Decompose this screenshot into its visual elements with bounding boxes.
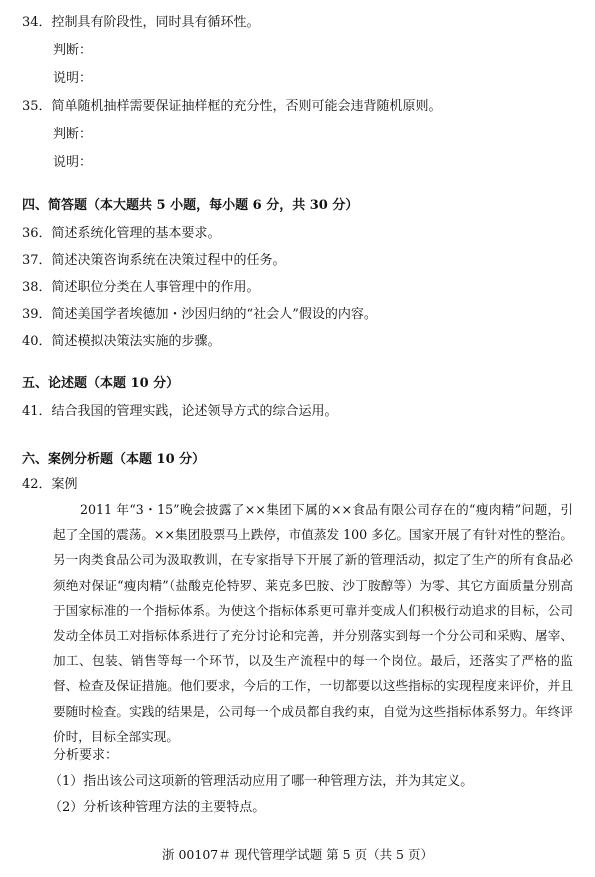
section-6-title: 六、案例分析题（本题 10 分） xyxy=(22,452,206,467)
analysis-requirements-label: 分析要求： xyxy=(53,748,119,763)
question-35-judge: 判断： xyxy=(53,127,93,142)
requirement-2: （2）分析该种管理方法的主要特点。 xyxy=(49,800,266,815)
question-40: 40．简述模拟决策法实施的步骤。 xyxy=(22,334,221,349)
section-4-title: 四、简答题（本大题共 5 小题，每小题 6 分，共 30 分） xyxy=(22,198,359,213)
question-39: 39．简述美国学者埃德加・沙因归纳的“社会人”假设的内容。 xyxy=(22,307,377,322)
case-paragraph xyxy=(53,497,573,749)
question-37: 37．简述决策咨询系统在决策过程中的任务。 xyxy=(22,253,286,268)
question-42-label: 42．案例 xyxy=(22,477,78,492)
requirement-1: （1）指出该公司这项新的管理活动应用了哪一种管理方法，并为其定义。 xyxy=(49,774,474,789)
section-5-title: 五、论述题（本题 10 分） xyxy=(22,376,180,391)
question-41: 41．结合我国的管理实践，论述领导方式的综合运用。 xyxy=(22,404,338,419)
question-35: 35．简单随机抽样需要保证抽样框的充分性，否则可能会违背随机原则。 xyxy=(22,99,442,114)
question-38: 38．简述职位分类在人事管理中的作用。 xyxy=(22,280,260,295)
case-text: 2011 年“3・15”晚会披露了××集团下属的××食品有限公司存在的“瘦肉精”问题，引起了全国的震荡。××集团股票马上跌停，市值蒸发 100 多亿。国家开展了有针对性的整治。另一肉类食品公司为汲取教训，在专家指导下开展了新的管理活动，拟定了生产的所有食品必须绝对保证“瘦肉精”（盐酸克伦特罗、莱克多巴胺、沙丁胺醇等）为零、其它方面质量分别高于国家标准的一个指标体系。为使这个指标体系更可靠并变成人们积极行动追求的目标，公司发动全体员工对指标体系进行了充分讨论和完善，并分别落实到每一个分公司和采购、屠宰、加工、包装、销售等每一个环节，以及生产流程中的每一个岗位。最后，还落实了严格的监督、检查及保证措施。他们要求，今后的工作，一切都要以这些指标的实现程度来评价，并且要随时检查。实践的结果是，公司每一个成员都自我约束，自觉为这些指标体系努力。年终评价时，目标全部实现。 xyxy=(53,502,573,744)
question-36: 36．简述系统化管理的基本要求。 xyxy=(22,226,221,241)
question-34: 34．控制具有阶段性，同时具有循环性。 xyxy=(22,15,260,30)
page-footer: 浙 00107＃ 现代管理学试题 第 5 页（共 5 页） xyxy=(162,847,433,862)
question-34-judge: 判断： xyxy=(53,43,93,58)
question-34-explain: 说明： xyxy=(53,71,93,86)
question-35-explain: 说明： xyxy=(53,155,93,170)
